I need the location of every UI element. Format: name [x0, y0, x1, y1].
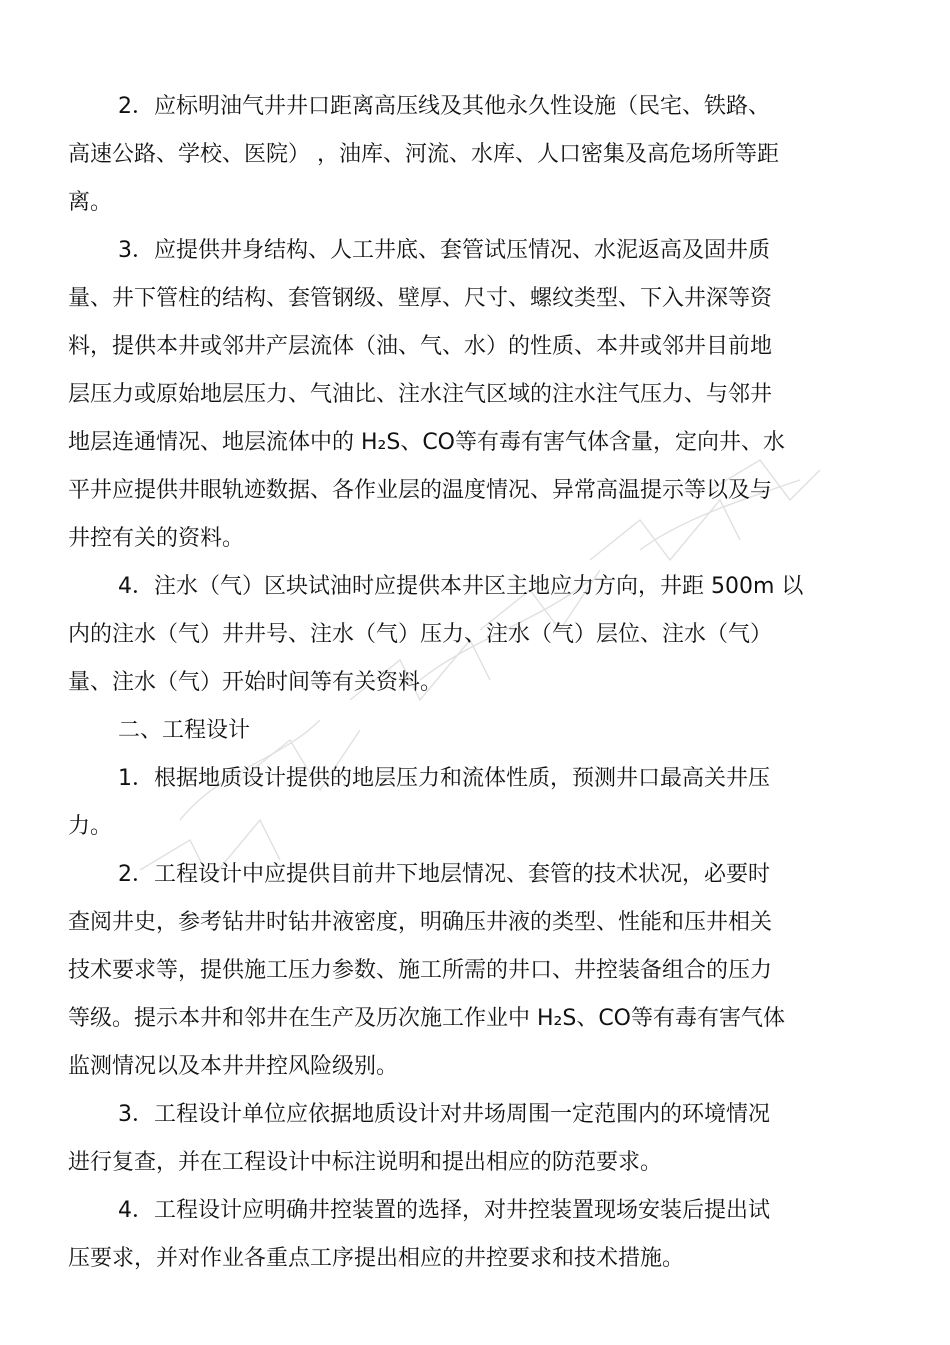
text-line-13: 量、注水（气）开始时间等有关资料。 [68, 670, 443, 695]
text-line-6: 料，提供本井或邻井产层流体（油、气、水）的性质、本井或邻井目前地 [68, 334, 773, 359]
text-line-22: 3．工程设计单位应依据地质设计对井场周围一定范围内的环境情况 [118, 1102, 770, 1127]
text-line-23: 进行复查，并在工程设计中标注说明和提出相应的防范要求。 [68, 1150, 663, 1175]
text-line-12: 内的注水（气）井井号、注水（气）压力、注水（气）层位、注水（气） [68, 622, 773, 647]
text-line-2: 高速公路、学校、医院） ，油库、河流、水库、人口密集及高危场所等距 [68, 142, 779, 167]
text-line-21: 监测情况以及本井井控风险级别。 [68, 1054, 399, 1079]
text-line-24: 4．工程设计应明确井控装置的选择，对井控装置现场安装后提出试 [118, 1198, 770, 1223]
text-line-4: 3．应提供井身结构、人工井底、套管试压情况、水泥返高及固井质 [118, 238, 770, 263]
text-line-20: 等级。提示本井和邻井在生产及历次施工作业中 H₂S、CO等有毒有害气体 [68, 1006, 786, 1031]
text-line-18: 查阅井史，参考钻井时钻井液密度，明确压井液的类型、性能和压井相关 [68, 910, 773, 935]
text-line-8: 地层连通情况、地层流体中的 H₂S、CO等有毒有害气体含量，定向井、水 [68, 430, 786, 455]
text-line-19: 技术要求等，提供施工压力参数、施工所需的井口、井控装备组合的压力 [68, 958, 773, 983]
text-line-5: 量、井下管柱的结构、套管钢级、壁厚、尺寸、螺纹类型、下入井深等资 [68, 286, 773, 311]
text-line-10: 井控有关的资料。 [68, 526, 245, 551]
text-line-3: 离。 [68, 190, 113, 215]
text-line-7: 层压力或原始地层压力、气油比、注水注气区域的注水注气压力、与邻井 [68, 382, 773, 407]
text-line-1: 2．应标明油气井井口距离高压线及其他永久性设施（民宅、铁路、 [118, 94, 770, 119]
section-heading: 二、工程设计 [118, 718, 251, 743]
text-line-17: 2．工程设计中应提供目前井下地层情况、套管的技术状况，必要时 [118, 862, 770, 887]
text-line-15: 1．根据地质设计提供的地层压力和流体性质，预测井口最高关井压 [118, 766, 770, 791]
text-line-11: 4．注水（气）区块试油时应提供本井区主地应力方向，井距 500m 以 [118, 574, 804, 599]
text-line-9: 平井应提供井眼轨迹数据、各作业层的温度情况、异常高温提示等以及与 [68, 478, 773, 503]
text-line-16: 力。 [68, 814, 113, 839]
text-line-25: 压要求，并对作业各重点工序提出相应的井控要求和技术措施。 [68, 1246, 685, 1271]
